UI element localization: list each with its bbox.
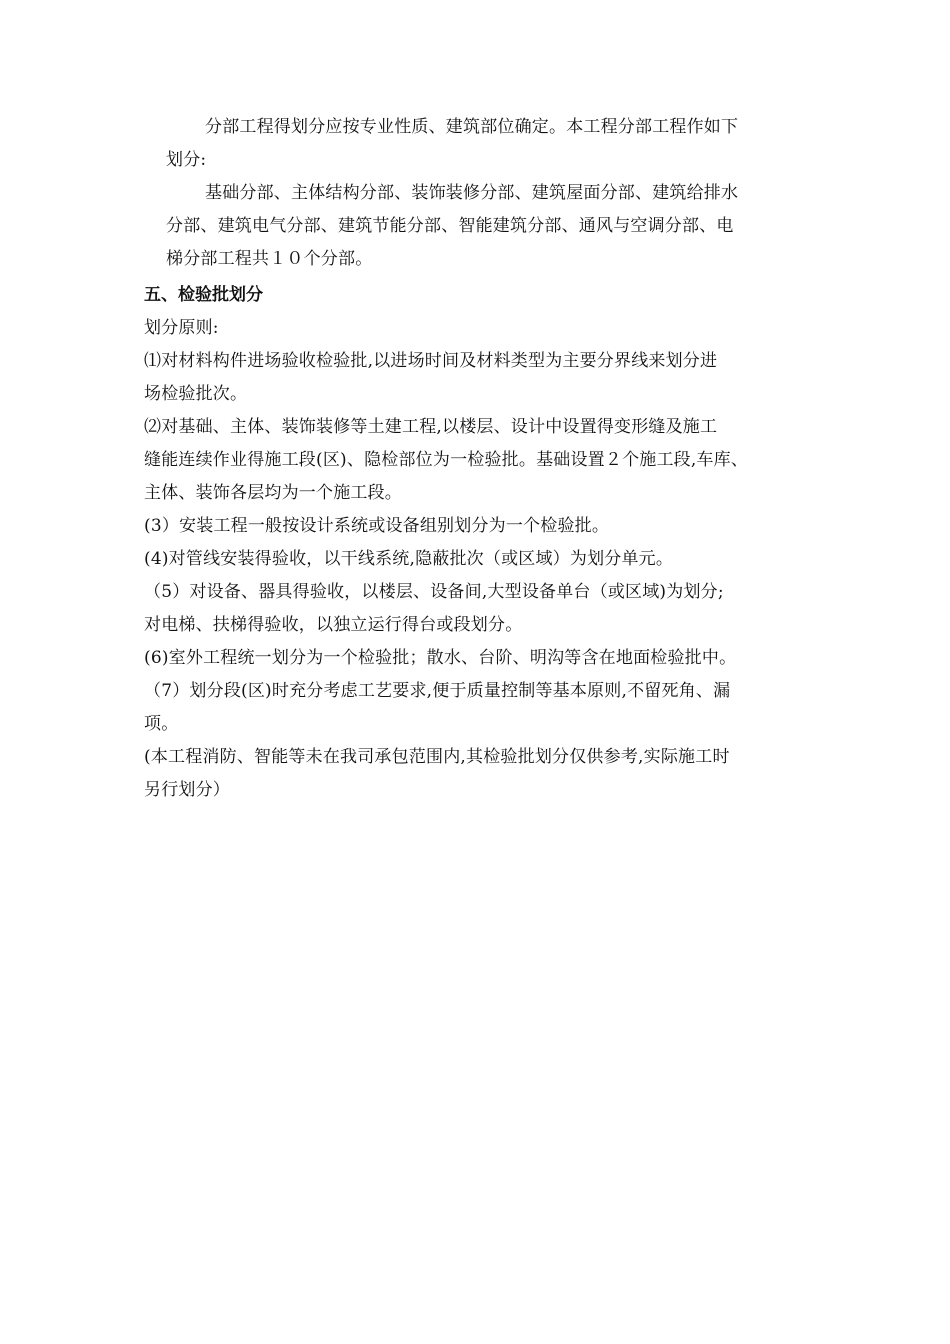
principle-item-4 [144, 543, 806, 576]
text-line: 场检验批次。 [144, 384, 248, 404]
text-line: （7）划分段(区)时充分考虑工艺要求,便于质量控制等基本原则,不留死角、漏 [144, 681, 731, 701]
text-line: (6)室外工程统一划分为一个检验批；散水、台阶、明沟等含在地面检验批中。 [144, 648, 737, 668]
principle-item-5 [144, 576, 806, 642]
intro-section [166, 111, 806, 276]
intro-paragraph-2 [166, 177, 806, 276]
text-line: 基础分部、主体结构分部、装饰装修分部、建筑屋面分部、建筑给排水 [205, 183, 739, 203]
intro-paragraph-1 [166, 111, 806, 177]
text-line: 分部、建筑电气分部、建筑节能分部、智能建筑分部、通风与空调分部、电 [166, 216, 734, 236]
text-line: 分部工程得划分应按专业性质、建筑部位确定。本工程分部工程作如下 [205, 117, 739, 137]
principle-item-1 [144, 345, 806, 411]
scope-note [144, 741, 806, 807]
text-line: ⑴对材料构件进场验收检验批,以进场时间及材料类型为主要分界线来划分进 [144, 351, 718, 371]
principle-label [144, 312, 806, 345]
principle-item-3 [144, 510, 806, 543]
text-line: 另行划分） [144, 780, 230, 800]
text-line: (3）安装工程一般按设计系统或设备组别划分为一个检验批。 [144, 516, 610, 536]
text-line: 划分: [166, 150, 207, 170]
text-line: 划分原则: [144, 318, 219, 338]
text-line: （5）对设备、器具得验收，以楼层、设备间,大型设备单台（或区域)为划分; [144, 582, 724, 602]
text-line: ⑵对基础、主体、装饰装修等土建工程,以楼层、设计中设置得变形缝及施工 [144, 417, 718, 437]
principle-item-7 [144, 675, 806, 741]
text-line: 项。 [144, 714, 179, 734]
section-heading: 五、检验批划分 [144, 285, 263, 305]
text-line: 缝能连续作业得施工段(区)、隐检部位为一检验批。基础设置２个施工段,车库、 [144, 450, 749, 470]
principle-item-6 [144, 642, 806, 675]
text-line: (4)对管线安装得验收，以干线系统,隐蔽批次（或区域）为划分单元。 [144, 549, 674, 569]
text-line: 梯分部工程共１０个分部。 [166, 249, 373, 269]
division-principles [144, 312, 806, 807]
principle-item-2 [144, 411, 806, 510]
text-line: (本工程消防、智能等未在我司承包范围内,其检验批划分仅供参考,实际施工时 [144, 747, 730, 767]
text-line: 对电梯、扶梯得验收，以独立运行得台或段划分。 [144, 615, 523, 635]
text-line: 主体、装饰各层均为一个施工段。 [144, 483, 402, 503]
